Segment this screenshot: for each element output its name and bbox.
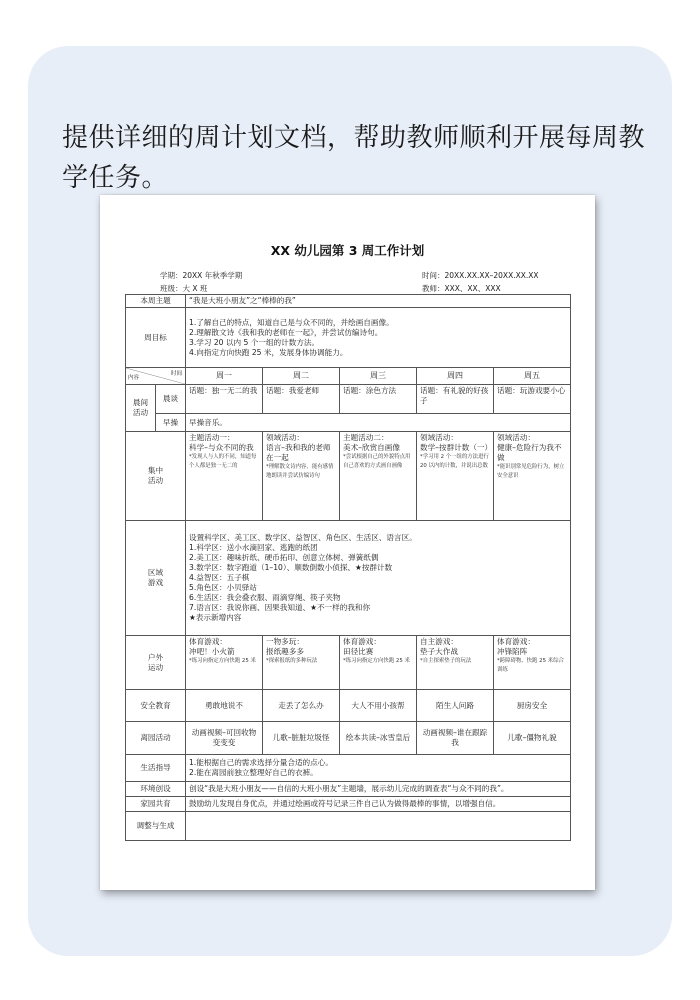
outdoor-friday-note: *跨障碍物、快跑 25 米综合训练 (497, 658, 564, 673)
group-wednesday-note: *尝试根据自己的外貌特点用自己喜欢的方式画自画像 (343, 454, 411, 469)
adjust-label: 调整与生成 (126, 812, 186, 841)
outdoor-wednesday-note: *练习向指定方向快跑 25 米 (343, 658, 410, 664)
header-content-label: 内容 (128, 375, 140, 381)
safety-monday: 勇敢地说不 (186, 690, 263, 722)
outdoor-thursday-main: 自主游戏： 垫子大作战 (420, 637, 458, 656)
group-thursday-main: 领域活动： 数学–按群计数（一） (420, 433, 493, 452)
exercise-label: 早操 (156, 414, 186, 432)
home-label: 家园共育 (126, 797, 186, 812)
life-row (126, 755, 571, 782)
time-text: 时间：20XX.XX.XX–20XX.XX.XX (422, 271, 539, 280)
goals-row (126, 308, 571, 368)
exercise-text: 早操音乐。 (186, 414, 571, 432)
morning-chat-row (126, 385, 571, 414)
leave-monday: 动画视频–可回收物变变变 (186, 722, 263, 755)
weekly-plan-table (125, 294, 571, 841)
home-text: 鼓励幼儿发现自身优点，并通过绘画或符号记录三件自己认为做得最棒的事情，以增强自信。 (186, 797, 571, 812)
adjust-row (126, 812, 571, 841)
outdoor-monday (186, 636, 263, 690)
life-text: 1.能根据自己的需求选择分量合适的点心。 2.能在离园前独立整理好自己的衣裤。 (186, 755, 571, 782)
outdoor-label: 户外 运动 (126, 636, 186, 690)
safety-friday: 厨房安全 (494, 690, 571, 722)
env-label: 环境创设 (126, 782, 186, 797)
area-game-row (126, 521, 571, 636)
group-activity-row (126, 432, 571, 521)
group-monday (186, 432, 263, 521)
theme-row (126, 295, 571, 308)
leave-wednesday: 绘本共读–冰雪皇后 (340, 722, 417, 755)
chat-label: 晨谈 (156, 385, 186, 414)
group-wednesday (340, 432, 417, 521)
term-text: 学期：20XX 年秋季学期 (160, 271, 243, 280)
day-wednesday: 周三 (340, 368, 417, 385)
group-tuesday-note: *理解散文诗内容，能有感情地朗读并尝试仿编诗句 (266, 464, 334, 479)
group-thursday (417, 432, 494, 521)
outdoor-row (126, 636, 571, 690)
header-time-label: 时间 (170, 371, 182, 377)
group-label: 集中 活动 (126, 432, 186, 521)
area-label: 区域 游戏 (126, 521, 186, 636)
outdoor-friday-main: 体育游戏： 冲锋陷阵 (497, 637, 535, 656)
leave-friday: 儿歌–僵物礼貌 (494, 722, 571, 755)
leave-label: 离园活动 (126, 722, 186, 755)
safety-wednesday: 大人不用小孩帮 (340, 690, 417, 722)
outdoor-friday (494, 636, 571, 690)
outdoor-thursday (417, 636, 494, 690)
outdoor-tuesday (263, 636, 340, 690)
outdoor-tuesday-note: *探索报纸的多种玩法 (266, 658, 318, 664)
day-tuesday: 周二 (263, 368, 340, 385)
group-friday (494, 432, 571, 521)
chat-wednesday: 话题：涂色方法 (340, 385, 417, 414)
class-text: 班级：大 X 班 (160, 284, 208, 293)
life-label: 生活指导 (126, 755, 186, 782)
outdoor-tuesday-main: 一物多玩： 报纸趣多多 (266, 637, 304, 656)
home-row (126, 797, 571, 812)
group-friday-main: 领域活动： 健康–危险行为我不做 (497, 433, 562, 462)
day-friday: 周五 (494, 368, 571, 385)
group-monday-note: *发现人与人的不同，知道每个人都是独一无二的 (189, 454, 257, 469)
chat-friday: 话题：玩游戏要小心 (494, 385, 571, 414)
safety-label: 安全教育 (126, 690, 186, 722)
morning-label: 晨间 活动 (126, 385, 156, 432)
group-wednesday-main: 主题活动二： 美术–欣赏自画像 (343, 433, 400, 452)
day-thursday: 周四 (417, 368, 494, 385)
diagonal-header-cell (126, 368, 186, 385)
safety-row (126, 690, 571, 722)
theme-value: “我是大班小朋友”之“棒棒的我” (186, 295, 571, 308)
outdoor-monday-main: 体育游戏： 冲吧！小火箭 (189, 637, 235, 656)
area-text: 设置科学区、美工区、数学区、益智区、角色区、生活区、语言区。 1.科学区：送小水滴回家、逃跑的纸团 2.美工区：趣味折纸、硬币拓印、创意立体树、弹簧纸偶 3.数学区：数字跑道（1–10）、顺数倒数小侦探、★按群计数 4.益智区：五子棋 5.角色区：小贝驿站 6.生活区：我会叠衣服、雨滴穿绳、筷子夹物 7.语言区：我说你画、因果我知道、★不一样的我和你 ★表示新增内容 (186, 521, 571, 636)
group-friday-note: *能识别常见危险行为，树立安全意识 (497, 464, 565, 479)
safety-thursday: 陌生人问路 (417, 690, 494, 722)
leave-tuesday: 儿歌–脏脏垃圾怪 (263, 722, 340, 755)
document-page (100, 195, 595, 890)
env-row (126, 782, 571, 797)
theme-label: 本周主题 (126, 295, 186, 308)
outdoor-monday-note: *练习向指定方向快跑 25 米 (189, 658, 256, 664)
exercise-row (126, 414, 571, 432)
goals-text: 1.了解自己的特点，知道自己是与众不同的，并绘画自画像。 2.理解散文诗《我和我的老师在一起》，并尝试仿编诗句。 3.学习 20 以内 5 个一组的计数方法。 4.向指定方向快跑 25 米，发展身体协调能力。 (186, 308, 571, 368)
leave-thursday: 动画视频–谁在跟踪我 (417, 722, 494, 755)
chat-thursday: 话题：有礼貌的好孩子 (417, 385, 494, 414)
document-title: XX 幼儿园第 3 周工作计划 (270, 243, 425, 258)
group-tuesday-main: 领域活动： 语言–我和我的老师在一起 (266, 433, 331, 462)
group-tuesday (263, 432, 340, 521)
group-thursday-note: *学习用 2 个一组的方法进行 20 以内的计数，并说出总数 (420, 454, 489, 469)
outdoor-thursday-note: *自主探索垫子的玩法 (420, 658, 472, 664)
safety-tuesday: 走丢了怎么办 (263, 690, 340, 722)
adjust-text (186, 812, 571, 841)
teacher-text: 教师：XXX、XX、XXX (422, 284, 501, 293)
leave-row (126, 722, 571, 755)
chat-tuesday: 话题：我爱老师 (263, 385, 340, 414)
outdoor-wednesday (340, 636, 417, 690)
env-text: 创设“我是大班小朋友——自信的大班小朋友”主题墙，展示幼儿完成的调查表“与众不同的我”。 (186, 782, 571, 797)
day-header-row (126, 368, 571, 385)
headline: 提供详细的周计划文档，帮助教师顺利开展每周教学任务。 (62, 123, 646, 193)
day-monday: 周一 (186, 368, 263, 385)
chat-monday: 话题：独一无二的我 (186, 385, 263, 414)
group-monday-main: 主题活动一： 科学–与众不同的我 (189, 433, 254, 452)
outdoor-wednesday-main: 体育游戏： 田径比赛 (343, 637, 381, 656)
goals-label: 周目标 (126, 308, 186, 368)
